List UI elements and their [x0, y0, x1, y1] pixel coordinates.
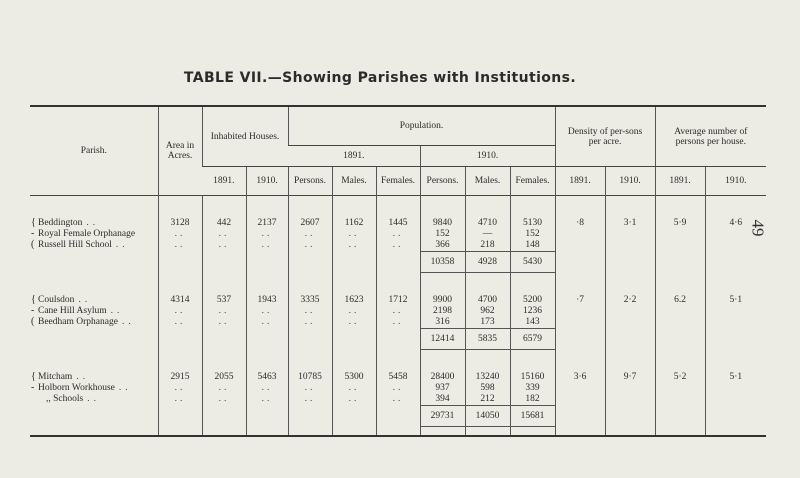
table-row: - Holborn Workhouse .. .. .. .. .. .. .. 937 598 339 — [30, 383, 766, 394]
parish-name: Coulsdon — [38, 295, 75, 305]
header-pop-1891: 1891. — [288, 146, 420, 167]
parish-name: Beedham Orphanage — [38, 317, 118, 327]
parishes-table — [30, 105, 766, 437]
table-row: - Royal Female Orphanage .. .. .. .. .. .. 152 — 152 — [30, 229, 766, 240]
total-row: 10358 4928 5430 — [30, 252, 766, 273]
header-density-1891: 1891. — [555, 167, 605, 196]
table-row: { Mitcham .. 2915 2055 5463 10785 5300 5458 28400 13240 15160 3·6 9·7 5·2 5·1 — [30, 372, 766, 383]
parish-name: Holborn Workhouse — [38, 383, 115, 393]
header-density-1910: 1910. — [605, 167, 655, 196]
parish-name: Cane Hill Asylum — [38, 306, 107, 316]
header-houses-1891: 1891. — [213, 176, 235, 186]
table-row: ( Beedham Orphanage .. .. .. .. .. .. .. 316 173 143 — [30, 317, 766, 329]
header-persons-1891: Persons. — [288, 167, 332, 196]
header-persons-1910: Persons. — [420, 167, 465, 196]
parish-name: Mitcham — [38, 372, 73, 382]
header-average: Average number of persons per house. — [655, 106, 766, 167]
header-females-1891: Females. — [376, 167, 420, 196]
table-title: TABLE VII.—Showing Parishes with Institutions. — [183, 70, 577, 86]
parish-name: Beddington — [38, 218, 83, 228]
parish-name: Royal Female Orphanage — [38, 229, 136, 239]
header-males-1891: Males. — [332, 167, 376, 196]
page-number: 49 — [748, 219, 768, 237]
header-avg-1891: 1891. — [655, 167, 705, 196]
header-parish: Parish. — [30, 106, 158, 196]
header-inhabited-houses: Inhabited Houses. — [202, 106, 288, 167]
header-males-1910: Males. — [465, 167, 510, 196]
table-body — [30, 196, 766, 437]
header-area: Area in Acres. — [158, 106, 202, 196]
parish-name: ,, Schools — [46, 394, 84, 404]
table-row: { Coulsdon .. 4314 537 1943 3335 1623 1712 9900 4700 5200 ·7 2·2 6.2 5·1 — [30, 295, 766, 306]
parish-name: Russell Hill School — [38, 240, 112, 250]
table-row: - Cane Hill Asylum .. .. .. .. .. .. .. 2198 962 1236 — [30, 306, 766, 317]
total-row: 29731 14050 15681 — [30, 406, 766, 427]
header-avg-1910: 1910. — [705, 167, 766, 196]
total-row: 12414 5835 6579 — [30, 329, 766, 350]
header-population: Population. — [288, 106, 555, 146]
header-pop-1910: 1910. — [420, 146, 555, 167]
header-density: Density of per-sons per acre. — [555, 106, 655, 167]
table-row: ( Russell Hill School .. .. .. .. .. .. .. 366 218 148 — [30, 240, 766, 252]
table-row: { Beddington .. 3128 442 2137 2607 1162 1445 9840 4710 5130 ·8 3·1 5·9 4·6 — [30, 218, 766, 229]
table-row: ,, Schools .. .. .. .. .. .. .. 394 212 182 — [30, 394, 766, 406]
header-houses-1910: 1910. — [246, 167, 288, 196]
header-females-1910: Females. — [510, 167, 555, 196]
